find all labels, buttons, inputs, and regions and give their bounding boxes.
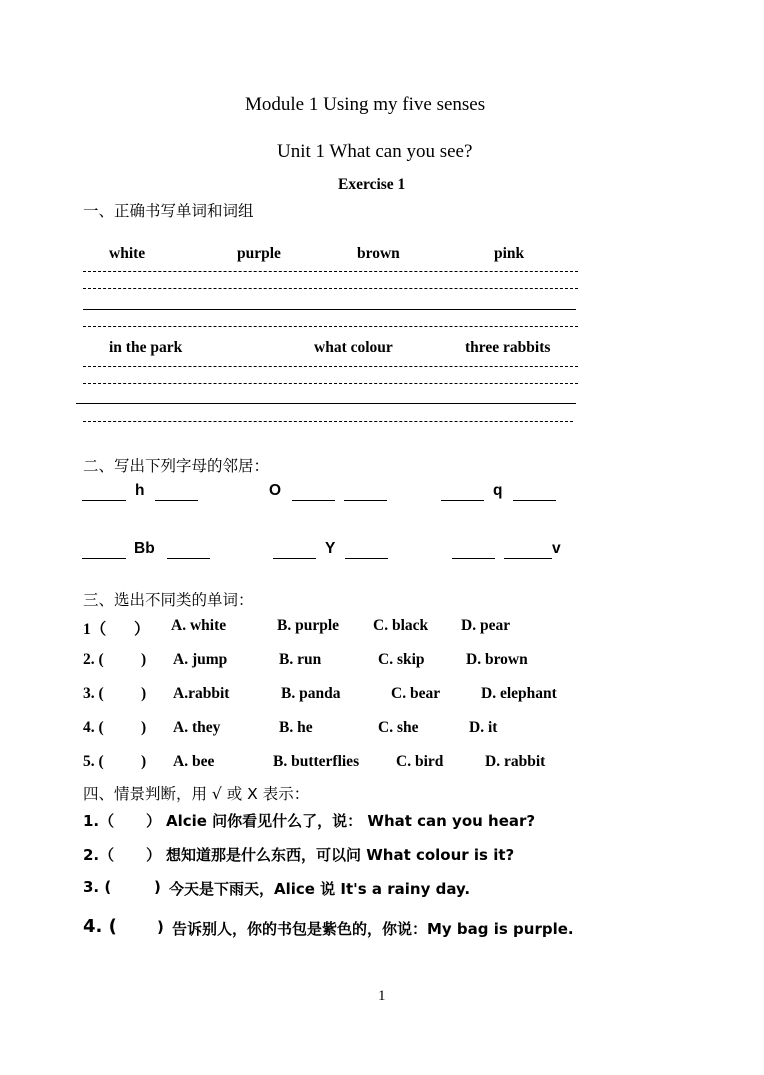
item-number: 4. (: [83, 916, 117, 937]
section2-heading: 二、写出下列字母的邻居：: [83, 457, 270, 475]
writing-line: [83, 271, 578, 272]
letter-O: O: [269, 482, 282, 499]
writing-line: [83, 366, 578, 367]
section3-heading: 三、选出不同类的单词：: [83, 591, 254, 609]
answer-blank[interactable]: [292, 500, 335, 501]
option-d: D. it: [469, 719, 498, 736]
judgement-row: [0, 918, 764, 940]
letter-h: h: [135, 482, 145, 499]
answer-blank[interactable]: [344, 500, 387, 501]
question-number: 1（: [83, 621, 107, 638]
option-b: B. purple: [277, 617, 340, 634]
phrase-what-colour: what colour: [314, 339, 393, 356]
answer-paren[interactable]: ): [141, 719, 147, 736]
answer-blank[interactable]: [441, 500, 484, 501]
option-b: B. butterflies: [273, 753, 360, 770]
option-a: A. white: [171, 617, 227, 634]
writing-line: [83, 288, 578, 289]
option-d: D. elephant: [481, 685, 557, 702]
option-a: A. jump: [173, 651, 228, 668]
answer-paren[interactable]: ): [154, 878, 161, 896]
question-number: 4. (: [83, 719, 104, 736]
phrase-in-the-park: in the park: [109, 339, 183, 356]
item-number: 1.（: [83, 812, 115, 830]
writing-line: [83, 309, 576, 310]
option-c: C. bird: [396, 753, 444, 770]
judgement-row: [0, 810, 764, 830]
option-c: C. bear: [391, 685, 441, 702]
writing-line: [83, 326, 578, 327]
answer-paren[interactable]: ）: [146, 846, 162, 864]
answer-paren[interactable]: ): [157, 918, 164, 936]
unit-title: Unit 1 What can you see?: [277, 141, 473, 162]
question-number: 3. (: [83, 685, 104, 702]
option-a: A. bee: [173, 753, 215, 770]
option-b: B. he: [279, 719, 313, 736]
writing-line: [83, 383, 578, 384]
option-d: D. brown: [466, 651, 528, 668]
answer-paren[interactable]: ): [141, 685, 147, 702]
letter-v: v: [552, 540, 561, 557]
question-row: [0, 753, 764, 773]
option-b: B. panda: [281, 685, 341, 702]
answer-blank[interactable]: [452, 558, 495, 559]
answer-blank[interactable]: [155, 500, 198, 501]
question-number: 5. (: [83, 753, 104, 770]
option-a: A.rabbit: [173, 685, 230, 702]
question-row: [0, 651, 764, 671]
item-text: Alcie 问你看见什么了，说： What can you hear?: [166, 812, 536, 830]
option-c: C. black: [373, 617, 429, 634]
letter-Y: Y: [325, 540, 336, 557]
answer-paren[interactable]: ): [141, 753, 147, 770]
item-text: 告诉别人，你的书包是紫色的，你说：My bag is purple.: [172, 920, 574, 938]
word-white: white: [109, 245, 146, 262]
writing-line: [76, 403, 576, 404]
option-b: B. run: [279, 651, 322, 668]
option-d: D. rabbit: [485, 753, 546, 770]
answer-blank[interactable]: [513, 500, 556, 501]
item-text: 想知道那是什么东西，可以问 What colour is it?: [166, 846, 515, 864]
answer-blank[interactable]: [82, 500, 126, 501]
answer-paren[interactable]: ）: [134, 621, 150, 638]
answer-paren[interactable]: ）: [146, 812, 162, 830]
answer-blank[interactable]: [82, 558, 126, 559]
question-row: [0, 685, 764, 705]
judgement-row: [0, 844, 764, 864]
section1-heading: 一、正确书写单词和词组: [83, 202, 254, 220]
answer-blank[interactable]: [273, 558, 316, 559]
word-brown: brown: [357, 245, 400, 262]
answer-paren[interactable]: ): [141, 651, 147, 668]
exercise-title: Exercise 1: [338, 176, 406, 193]
phrase-three-rabbits: three rabbits: [465, 339, 551, 356]
item-number: 2.（: [83, 846, 115, 864]
question-number: 2. (: [83, 651, 104, 668]
item-text: 今天是下雨天，Alice 说 It's a rainy day.: [169, 880, 471, 898]
page-number: 1: [378, 988, 386, 1004]
answer-blank[interactable]: [504, 558, 552, 559]
option-c: C. skip: [378, 651, 425, 668]
item-number: 3. (: [83, 878, 112, 896]
option-c: C. she: [378, 719, 419, 736]
option-a: A. they: [173, 719, 221, 736]
option-d: D. pear: [461, 617, 511, 634]
judgement-row: [0, 878, 764, 898]
word-purple: purple: [237, 245, 281, 262]
letter-Bb: Bb: [134, 540, 155, 557]
question-row: [0, 617, 764, 637]
answer-blank[interactable]: [345, 558, 388, 559]
section4-heading: 四、情景判断，用 √ 或 X 表示：: [83, 785, 310, 803]
word-pink: pink: [494, 245, 525, 262]
question-row: [0, 719, 764, 739]
module-title: Module 1 Using my five senses: [245, 94, 486, 115]
writing-line: [83, 421, 573, 422]
letter-q: q: [493, 482, 503, 499]
answer-blank[interactable]: [167, 558, 210, 559]
